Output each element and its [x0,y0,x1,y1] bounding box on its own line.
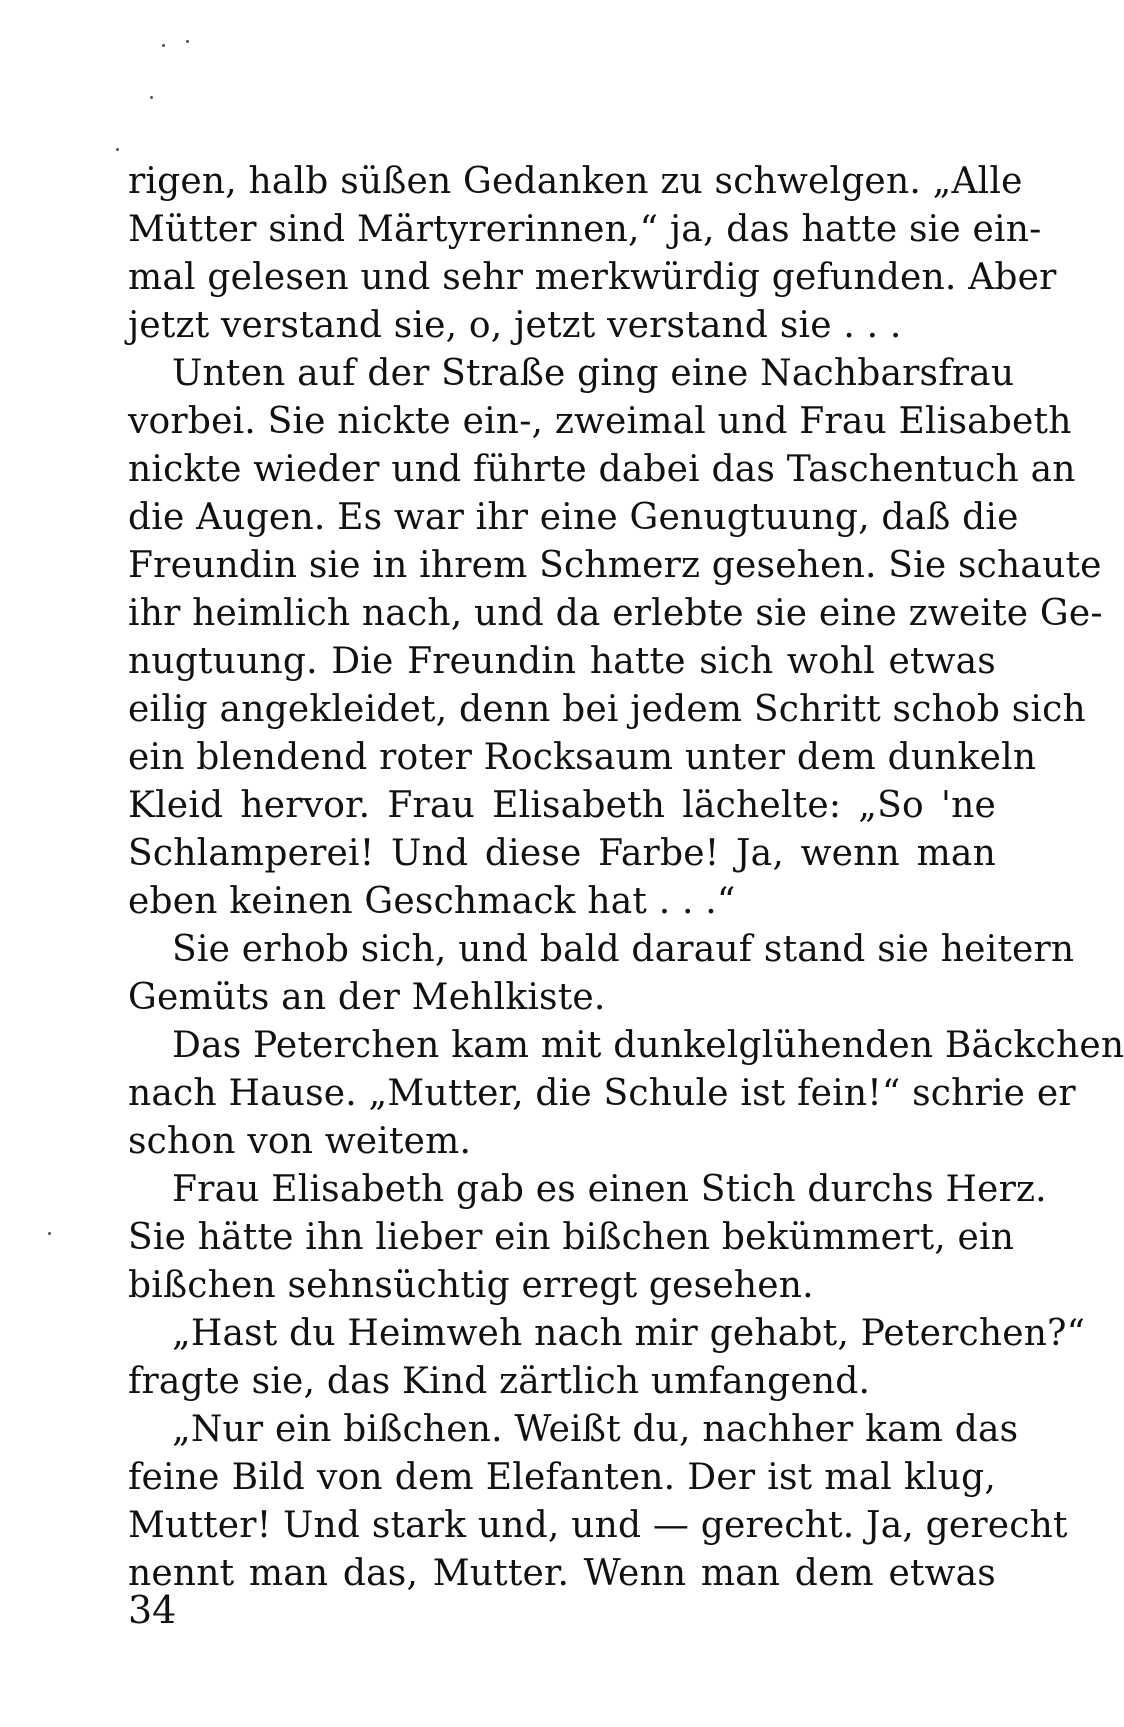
text-line: Sie erhob sich, und bald darauf stand sie heitern [172,929,1075,970]
print-speck [48,1232,51,1235]
text-line: rigen, halb süßen Gedanken zu schwelgen. „Alle [128,161,1023,202]
text-line: Freundin sie in ihrem Schmerz gesehen. Sie schaute [128,545,1102,586]
text-line: eben keinen Geschmack hat . . .“ [128,881,736,922]
text-line: „Hast du Heimweh nach mir gehabt, Peterchen?“ [172,1313,1086,1354]
text-line: bißchen sehnsüchtig erregt gesehen. [128,1265,814,1306]
text-line: schon von weitem. [128,1121,472,1162]
text-line: fragte sie, das Kind zärtlich umfangend. [128,1361,871,1402]
text-line: ein blendend roter Rocksaum unter dem dunkeln [128,737,1037,778]
text-line: nickte wieder und führte dabei das Taschentuch an [128,449,1076,490]
body-text [128,158,1124,1598]
text-line: Mutter! Und stark und, und — gerecht. Ja, gerecht [128,1505,1068,1546]
text-line: nugtuung. Die Freundin hatte sich wohl etwas [128,641,996,682]
text-line: Gemüts an der Mehlkiste. [128,977,606,1018]
text-line: Frau Elisabeth gab es einen Stich durchs Herz. [172,1169,1047,1210]
text-line: vorbei. Sie nickte ein-, zweimal und Frau Elisabeth [128,401,1072,442]
text-line: eilig angekleidet, denn bei jedem Schritt schob sich [128,689,1086,730]
text-line: feine Bild von dem Elefanten. Der ist mal klug, [128,1457,996,1498]
text-line: ihr heimlich nach, und da erlebte sie eine zweite Ge- [128,593,1103,634]
page-number: 34 [128,1588,177,1632]
print-speck [186,40,189,43]
text-line: Das Peterchen kam mit dunkelglühenden Bäckchen [172,1025,1124,1066]
print-speck [162,44,165,47]
text-line: Schlamperei! Und diese Farbe! Ja, wenn man [128,833,996,874]
text-line: nennt man das, Mutter. Wenn man dem etwas [128,1553,996,1594]
print-speck [150,96,153,99]
text-line: Sie hätte ihn lieber ein bißchen bekümmert, ein [128,1217,1015,1258]
text-line: mal gelesen und sehr merkwürdig gefunden. Aber [128,257,1057,298]
text-line: die Augen. Es war ihr eine Genugtuung, daß die [128,497,1019,538]
text-line: „Nur ein bißchen. Weißt du, nachher kam das [172,1409,1019,1450]
text-line: jetzt verstand sie, o, jetzt verstand sie . . . [128,305,902,346]
text-line: nach Hause. „Mutter, die Schule ist fein!“ schrie er [128,1073,1076,1114]
text-line: Unten auf der Straße ging eine Nachbarsfrau [172,353,1015,394]
print-speck [116,148,119,151]
text-line: Kleid hervor. Frau Elisabeth lächelte: „So 'ne [128,785,996,826]
text-line: Mütter sind Märtyrerinnen,“ ja, das hatte sie ein- [128,209,1042,250]
